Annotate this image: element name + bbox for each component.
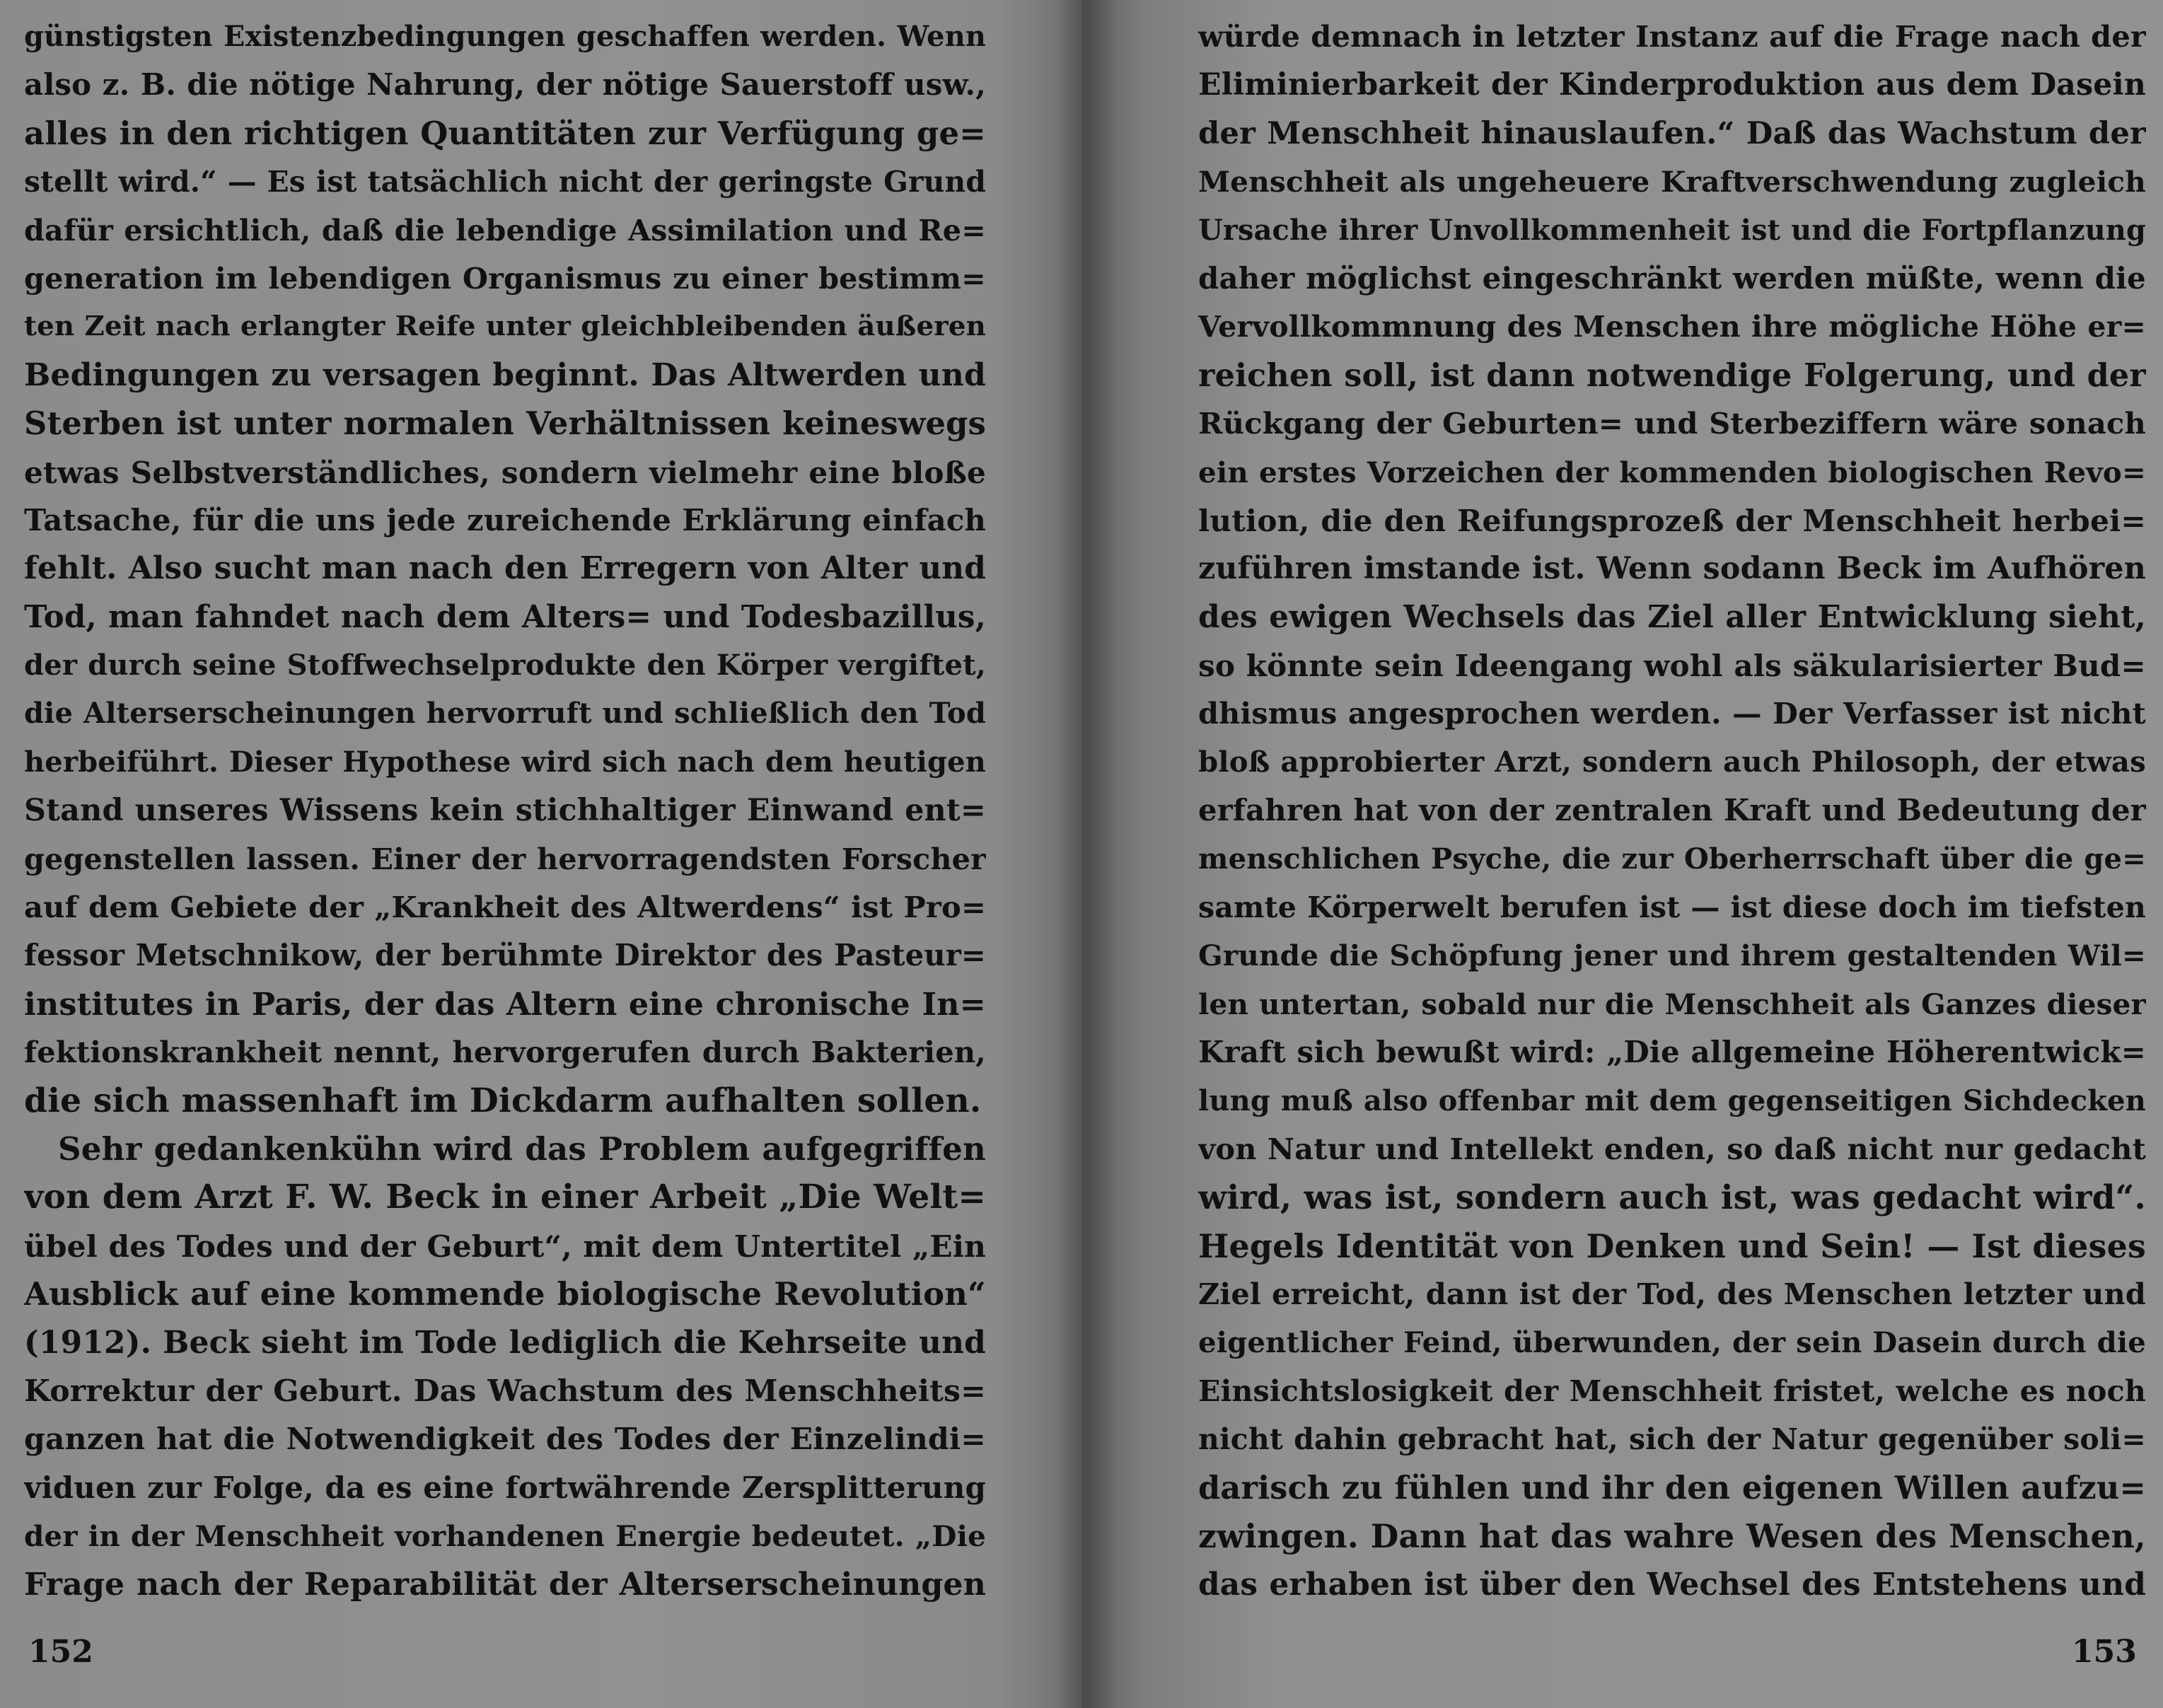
text-line: alles in den richtigen Quantitäten zur Verfügung ge= <box>24 114 986 152</box>
text-line: Tod, man fahndet nach dem Alters= und Todesbazillus, <box>24 598 986 635</box>
text-line: reichen soll, ist dann notwendige Folgerung, und der <box>1198 356 2146 394</box>
text-line: Vervollkommnung des Menschen ihre mögliche Höhe er= <box>1198 310 2146 344</box>
text-line: zwingen. Dann hat das wahre Wesen des Menschen, <box>1198 1517 2146 1556</box>
text-line: des ewigen Wechsels das Ziel aller Entwicklung sieht, <box>1198 598 2146 635</box>
text-line: nicht dahin gebracht hat, sich der Natur gegenüber soli= <box>1198 1422 2146 1457</box>
text-line: daher möglichst eingeschränkt werden müßte, wenn die <box>1198 260 2146 296</box>
text-line: generation im lebendigen Organismus zu einer bestimm= <box>24 260 986 296</box>
right-page-text <box>1198 13 2146 1609</box>
text-line: Bedingungen zu versagen beginnt. Das Altwerden und <box>24 356 986 393</box>
text-line: erfahren hat von der zentralen Kraft und Bedeutung der <box>1198 793 2146 828</box>
text-line: Stand unseres Wissens kein stichhaltiger Einwand ent= <box>24 793 986 829</box>
text-line: fessor Metschnikow, der berühmte Direktor des Pasteur= <box>24 938 986 973</box>
text-line: (1912). Beck sieht im Tode lediglich die Kehrseite und <box>24 1324 986 1361</box>
text-line: Ursache ihrer Unvollkommenheit ist und die Fortpflanzung <box>1198 214 2146 247</box>
text-line: zuführen imstande ist. Wenn sodann Beck im Aufhören <box>1198 551 2146 587</box>
text-line: len untertan, sobald nur die Menschheit als Ganzes dieser <box>1198 987 2146 1021</box>
text-line: institutes in Paris, der das Altern eine chronische In= <box>24 985 986 1023</box>
text-line: ganzen hat die Notwendigkeit des Todes der Einzelindi= <box>24 1422 986 1458</box>
page-number-left: 152 <box>28 1634 93 1670</box>
text-line: Hegels Identität von Denken und Sein! — Ist dieses <box>1198 1226 2146 1265</box>
text-line: das erhaben ist über den Wechsel des Entstehens und <box>1198 1566 2146 1603</box>
text-line: also z. B. die nötige Nahrung, der nötige Sauerstoff usw., <box>24 67 986 103</box>
text-line: der Menschheit hinauslaufen.“ Daß das Wachstum der <box>1198 115 2146 151</box>
text-line: Tatsache, für die uns jede zureichende Erklärung einfach <box>24 502 986 538</box>
text-line: Ausblick auf eine kommende biologische Revolution“ <box>24 1275 986 1313</box>
text-line: stellt wird.“ — Es ist tatsächlich nicht der geringste Grund <box>24 165 986 199</box>
text-line: günstigsten Existenzbedingungen geschaffen werden. Wenn <box>24 21 986 53</box>
text-line: etwas Selbstverständliches, sondern vielmehr eine bloße <box>24 454 986 490</box>
text-line: Kraft sich bewußt wird: „Die allgemeine Höherentwick= <box>1198 1035 2146 1070</box>
text-line: eigentlicher Feind, überwunden, der sein Dasein durch die <box>1198 1325 2146 1359</box>
text-line: so könnte sein Ideengang wohl als säkularisierter Bud= <box>1198 648 2146 684</box>
text-line: auf dem Gebiete der „Krankheit des Altwerdens“ ist Pro= <box>24 890 986 925</box>
text-line: fektionskrankheit nennt, hervorgerufen durch Bakterien, <box>24 1035 986 1070</box>
text-line: samte Körperwelt berufen ist — ist diese doch im tiefsten <box>1198 890 2146 925</box>
text-line: wird, was ist, sondern auch ist, was gedacht wird“. <box>1198 1178 2146 1217</box>
text-line: gegenstellen lassen. Einer der hervorragendsten Forscher <box>24 841 986 876</box>
text-line: lung muß also offenbar mit dem gegenseitigen Sichdecken <box>1198 1084 2146 1117</box>
text-line: Grunde die Schöpfung jener und ihrem gestaltenden Wil= <box>1198 939 2146 973</box>
page-number-right: 153 <box>2072 1634 2137 1670</box>
text-line: ten Zeit nach erlangter Reife unter gleichbleibenden äußeren <box>24 310 986 343</box>
text-line: von dem Arzt F. W. Beck in einer Arbeit „Die Welt= <box>24 1178 986 1217</box>
text-line: dhismus angesprochen werden. — Der Verfasser ist nicht <box>1198 696 2146 731</box>
left-page-text <box>24 13 986 1609</box>
text-line: Menschheit als ungeheuere Kraftverschwendung zugleich <box>1198 165 2146 199</box>
paragraph-end-line: die sich massenhaft im Dickdarm aufhalten sollen. <box>24 1081 982 1120</box>
book-gutter-shadow <box>1054 0 1118 1708</box>
text-line: Sterben ist unter normalen Verhältnissen keineswegs <box>24 405 986 443</box>
text-line: Korrektur der Geburt. Das Wachstum des Menschheits= <box>24 1373 986 1409</box>
text-line: menschlichen Psyche, die zur Oberherrschaft über die ge= <box>1198 842 2146 876</box>
text-line: die Alterserscheinungen hervorruft und schließlich den Tod <box>24 697 986 731</box>
text-line: lution, die den Reifungsprozeß der Menschheit herbei= <box>1198 502 2146 538</box>
text-line: Eliminierbarkeit der Kinderproduktion aus dem Dasein <box>1198 67 2146 103</box>
text-line: Ziel erreicht, dann ist der Tod, des Menschen letzter und <box>1198 1277 2146 1312</box>
text-line: Frage nach der Reparabilität der Alterserscheinungen <box>24 1566 986 1603</box>
text-line: würde demnach in letzter Instanz auf die Frage nach der <box>1198 19 2146 54</box>
text-line: der in der Menschheit vorhandenen Energie bedeutet. „Die <box>24 1519 986 1554</box>
text-line: Einsichtslosigkeit der Menschheit fristet, welche es noch <box>1198 1373 2146 1408</box>
text-line: dafür ersichtlich, daß die lebendige Assimilation und Re= <box>24 212 986 248</box>
text-line: Rückgang der Geburten= und Sterbeziffern wäre sonach <box>1198 406 2146 441</box>
text-line: von Natur und Intellekt enden, so daß nicht nur gedacht <box>1198 1131 2146 1166</box>
text-line: herbeiführt. Dieser Hypothese wird sich nach dem heutigen <box>24 745 986 779</box>
right-page <box>1082 0 2163 1708</box>
paragraph-start-line: Sehr gedankenkühn wird das Problem aufgegriffen <box>58 1129 986 1168</box>
text-line: bloß approbierter Arzt, sondern auch Philosoph, der etwas <box>1198 745 2146 779</box>
text-line: ein erstes Vorzeichen der kommenden biologischen Revo= <box>1198 455 2146 489</box>
text-line: der durch seine Stoffwechselprodukte den Körper vergiftet, <box>24 649 986 682</box>
text-line: viduen zur Folge, da es eine fortwährende Zersplitterung <box>24 1470 986 1505</box>
text-line: darisch zu fühlen und ihr den eigenen Willen aufzu= <box>1198 1468 2146 1506</box>
text-line: übel des Todes und der Geburt“, mit dem Untertitel „Ein <box>24 1228 986 1264</box>
text-line: fehlt. Also sucht man nach den Erregern von Alter und <box>24 550 986 587</box>
